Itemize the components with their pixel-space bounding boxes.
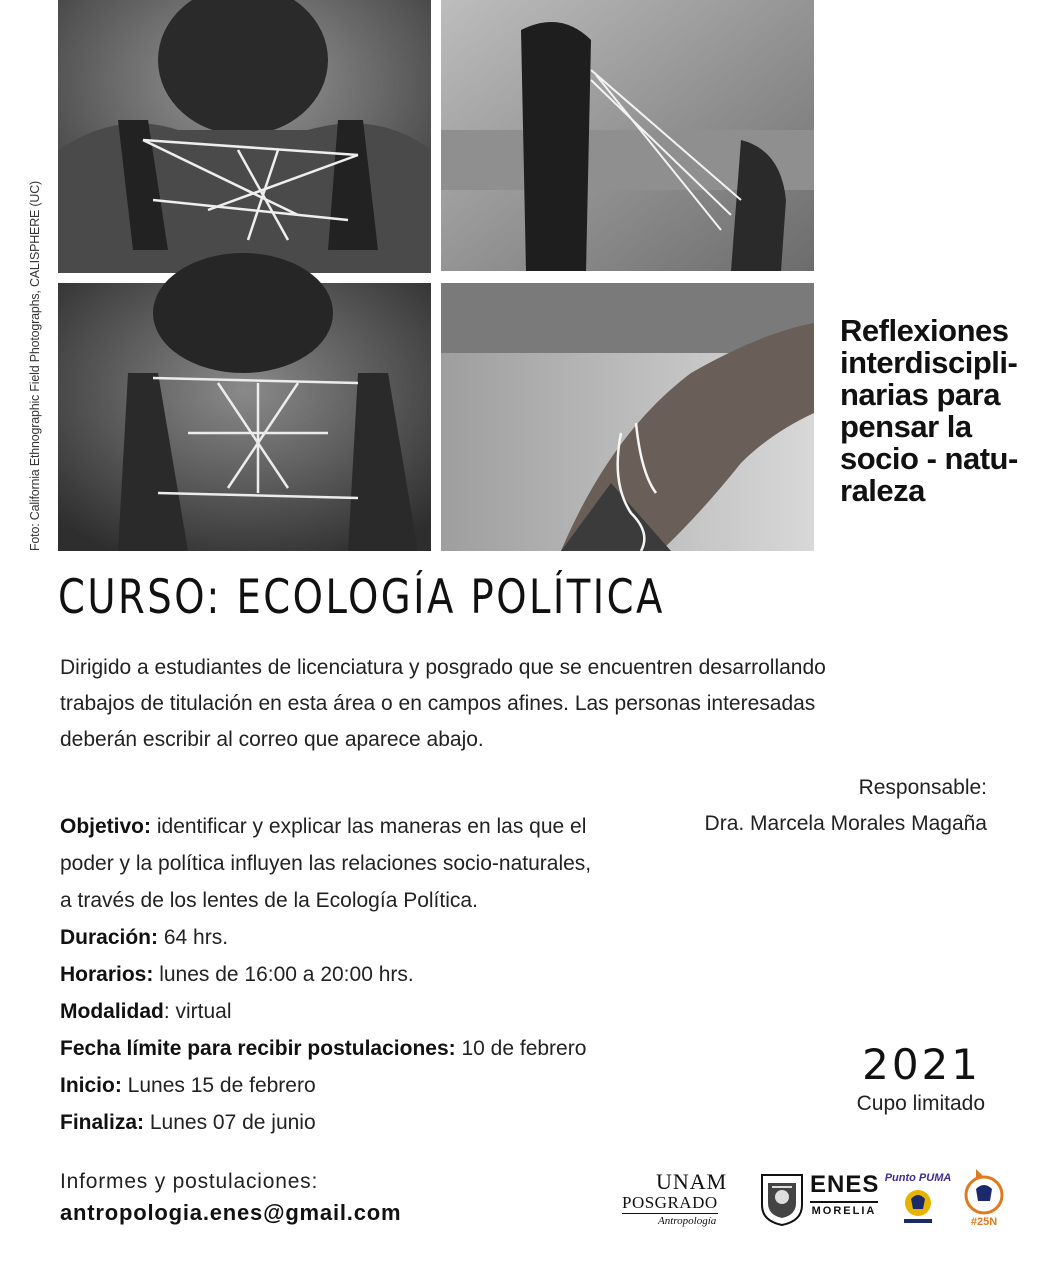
- morelia-text: MORELIA: [810, 1201, 878, 1217]
- inicio-row: [60, 1067, 591, 1104]
- photo-string-figure-2: [441, 0, 814, 271]
- photo-string-figure-1: [58, 0, 431, 273]
- intro-line: deberán escribir al correo que aparece abajo.: [60, 728, 484, 751]
- modalidad-row: [60, 993, 591, 1030]
- intro-paragraph: [60, 650, 900, 758]
- duracion-row: [60, 919, 591, 956]
- finaliza-value: Lunes 07 de junio: [144, 1111, 316, 1134]
- 25n-icon: [956, 1167, 1008, 1227]
- modalidad-value: : virtual: [163, 1000, 232, 1023]
- horarios-row: [60, 956, 591, 993]
- enes-morelia-logo: [810, 1173, 878, 1229]
- inicio-value: Lunes 15 de febrero: [121, 1074, 316, 1097]
- modalidad-label: Modalidad: [60, 1000, 164, 1023]
- enes-text: ENES: [810, 1171, 880, 1198]
- hashtag-text: #25N: [970, 1216, 998, 1228]
- string-figure-photo-1-icon: [58, 0, 431, 273]
- informes-label: Informes y postulaciones:: [60, 1170, 319, 1193]
- finaliza-label: Finaliza:: [60, 1111, 145, 1134]
- objetivo-label: Objetivo:: [60, 815, 152, 838]
- responsable-name: Dra. Marcela Morales Magaña: [704, 812, 987, 835]
- horarios-value: lunes de 16:00 a 20:00 hrs.: [153, 963, 414, 986]
- responsable-block: [705, 770, 987, 842]
- punto-puma-icon: [884, 1167, 952, 1227]
- logos-strip: [620, 1165, 1010, 1230]
- unam-posgrado-logo: [620, 1169, 738, 1227]
- subtitle-line: interdiscipli-: [840, 345, 1018, 380]
- duracion-label: Duración:: [60, 926, 159, 949]
- objetivo-text: identificar y explicar las maneras en las que el: [151, 815, 587, 838]
- informes-email[interactable]: antropologia.enes@gmail.com: [60, 1200, 402, 1225]
- string-figure-photo-4-icon: [441, 283, 814, 551]
- subtitle-line: Reflexiones: [840, 313, 1009, 348]
- fecha-limite-label: Fecha límite para recibir postulaciones:: [60, 1037, 456, 1060]
- intro-line: trabajos de titulación en esta área o en campos afines. Las personas interesadas: [60, 692, 816, 715]
- cupo-limitado: Cupo limitado: [856, 1092, 985, 1115]
- photo-string-figure-4: [441, 283, 814, 551]
- subtitle-line: pensar la: [840, 409, 972, 444]
- course-title: CURSO: ECOLOGÍA POLÍTICA: [58, 570, 665, 625]
- objetivo-text: poder y la política influyen las relaciones socio-naturales,: [60, 852, 592, 875]
- fecha-limite-row: [60, 1030, 591, 1067]
- subtitle-line: raleza: [840, 473, 925, 508]
- fecha-limite-value: 10 de febrero: [455, 1037, 587, 1060]
- subtitle: [840, 315, 1045, 507]
- duracion-value: 64 hrs.: [158, 926, 229, 949]
- year: 2021: [862, 1040, 981, 1089]
- string-figure-photo-3-icon: [58, 283, 431, 551]
- antropologia-text: Antropología: [658, 1215, 717, 1227]
- course-details: [60, 808, 591, 1141]
- objetivo-text: a través de los lentes de la Ecología Política.: [60, 889, 478, 912]
- responsable-label: Responsable:: [858, 776, 987, 799]
- objetivo-row: [60, 808, 591, 919]
- posgrado-text: POSGRADO: [622, 1193, 718, 1212]
- intro-line: Dirigido a estudiantes de licenciatura y posgrado que se encuentren desarrollando: [60, 656, 826, 679]
- unam-seal-icon: [758, 1171, 806, 1227]
- photo-string-figure-3: [58, 283, 431, 551]
- inicio-label: Inicio:: [60, 1074, 122, 1097]
- string-figure-photo-2-icon: [441, 0, 814, 271]
- subtitle-line: socio - natu-: [840, 441, 1018, 476]
- finaliza-row: [60, 1104, 591, 1141]
- punto-puma-text: Punto PUMA: [884, 1172, 952, 1184]
- subtitle-line: narias para: [840, 377, 1000, 412]
- horarios-label: Horarios:: [60, 963, 154, 986]
- unam-text: UNAM: [656, 1169, 728, 1194]
- photo-credit: Foto: California Ethnographic Field Photographs, CALISPHERE (UC): [28, 180, 42, 551]
